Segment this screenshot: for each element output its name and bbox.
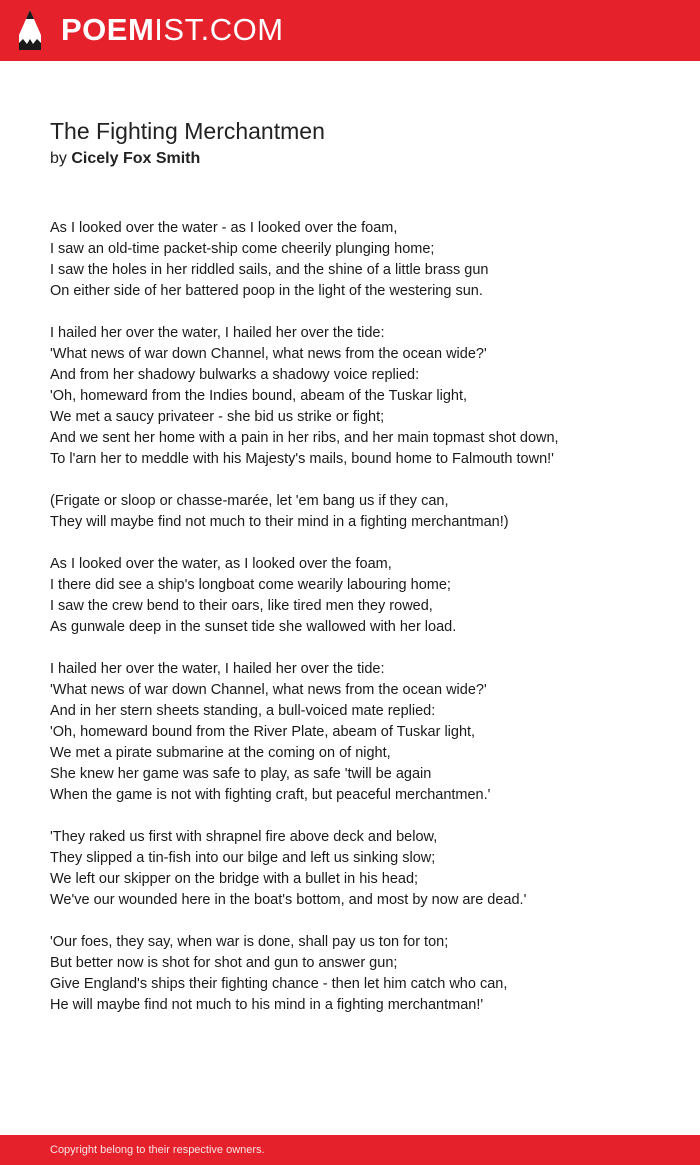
poem-line: And in her stern sheets standing, a bull-voiced mate replied: [50,703,436,719]
site-logo[interactable] [61,9,284,51]
poem-line: I hailed her over the water, I hailed her over the tide: [50,661,385,677]
stanza [50,932,580,1016]
poem-line: And we sent her home with a pain in her ribs, and her main topmast shot down, [50,430,559,446]
byline-prefix: by [50,150,67,167]
logo-text-bold: POEM [61,12,155,47]
stanza [50,491,580,533]
poem-line: But better now is shot for shot and gun to answer gun; [50,955,398,971]
logo-text-light: IST.COM [154,12,284,47]
stanza [50,218,580,302]
author-name: Cicely Fox Smith [71,150,201,167]
poem-line: As gunwale deep in the sunset tide she wallowed with her load. [50,619,457,635]
poem-line: Give England's ships their fighting chance - then let him catch who can, [50,976,508,992]
stanza [50,323,580,470]
poem-line: As I looked over the water - as I looked over the foam, [50,220,398,236]
poem-line: We left our skipper on the bridge with a bullet in his head; [50,871,419,887]
poem-line: When the game is not with fighting craft, but peaceful merchantmen.' [50,787,491,803]
poem-line: I saw the holes in her riddled sails, and the shine of a little brass gun [50,262,489,278]
poem-line: I saw an old-time packet-ship come cheerily plunging home; [50,241,435,257]
poem-line: And from her shadowy bulwarks a shadowy voice replied: [50,367,420,383]
pencil-logo-icon[interactable] [17,9,43,51]
poem-line: On either side of her battered poop in the light of the westering sun. [50,283,483,299]
poem-line: 'Oh, homeward from the Indies bound, abeam of the Tuskar light, [50,388,468,404]
stanza [50,659,580,806]
poem-line: We met a pirate submarine at the coming on of night, [50,745,391,761]
poem-line: They slipped a tin-fish into our bilge and left us sinking slow; [50,850,436,866]
stanza [50,827,580,911]
poem-title: The Fighting Merchantmen [50,118,325,144]
poem-line: I saw the crew bend to their oars, like tired men they rowed, [50,598,433,614]
poem-line: We've our wounded here in the boat's bottom, and most by now are dead.' [50,892,527,908]
poem-line: 'They raked us first with shrapnel fire above deck and below, [50,829,438,845]
poem-line: I hailed her over the water, I hailed her over the tide: [50,325,385,341]
poem-line: 'What news of war down Channel, what news from the ocean wide?' [50,682,487,698]
poem-line: I there did see a ship's longboat come wearily labouring home; [50,577,451,593]
poem-line: 'Our foes, they say, when war is done, shall pay us ton for ton; [50,934,449,950]
poem-line: (Frigate or sloop or chasse-marée, let 'em bang us if they can, [50,493,449,509]
site-footer [0,1135,700,1165]
poem-line: They will maybe find not much to their mind in a fighting merchantman!) [50,514,509,530]
stanza [50,554,580,638]
poem-line: She knew her game was safe to play, as safe 'twill be again [50,766,432,782]
poem-line: He will maybe find not much to his mind in a fighting merchantman!' [50,997,484,1013]
copyright-notice: Copyright belong to their respective owners. [50,1144,265,1156]
poem-line: We met a saucy privateer - she bid us strike or fight; [50,409,385,425]
poem-line: As I looked over the water, as I looked over the foam, [50,556,392,572]
byline [50,148,200,170]
poem-line: 'Oh, homeward bound from the River Plate, abeam of Tuskar light, [50,724,476,740]
site-header [0,0,700,61]
poem-line: 'What news of war down Channel, what news from the ocean wide?' [50,346,487,362]
poem-line: To l'arn her to meddle with his Majesty's mails, bound home to Falmouth town!' [50,451,554,467]
poem-body [50,218,580,1037]
